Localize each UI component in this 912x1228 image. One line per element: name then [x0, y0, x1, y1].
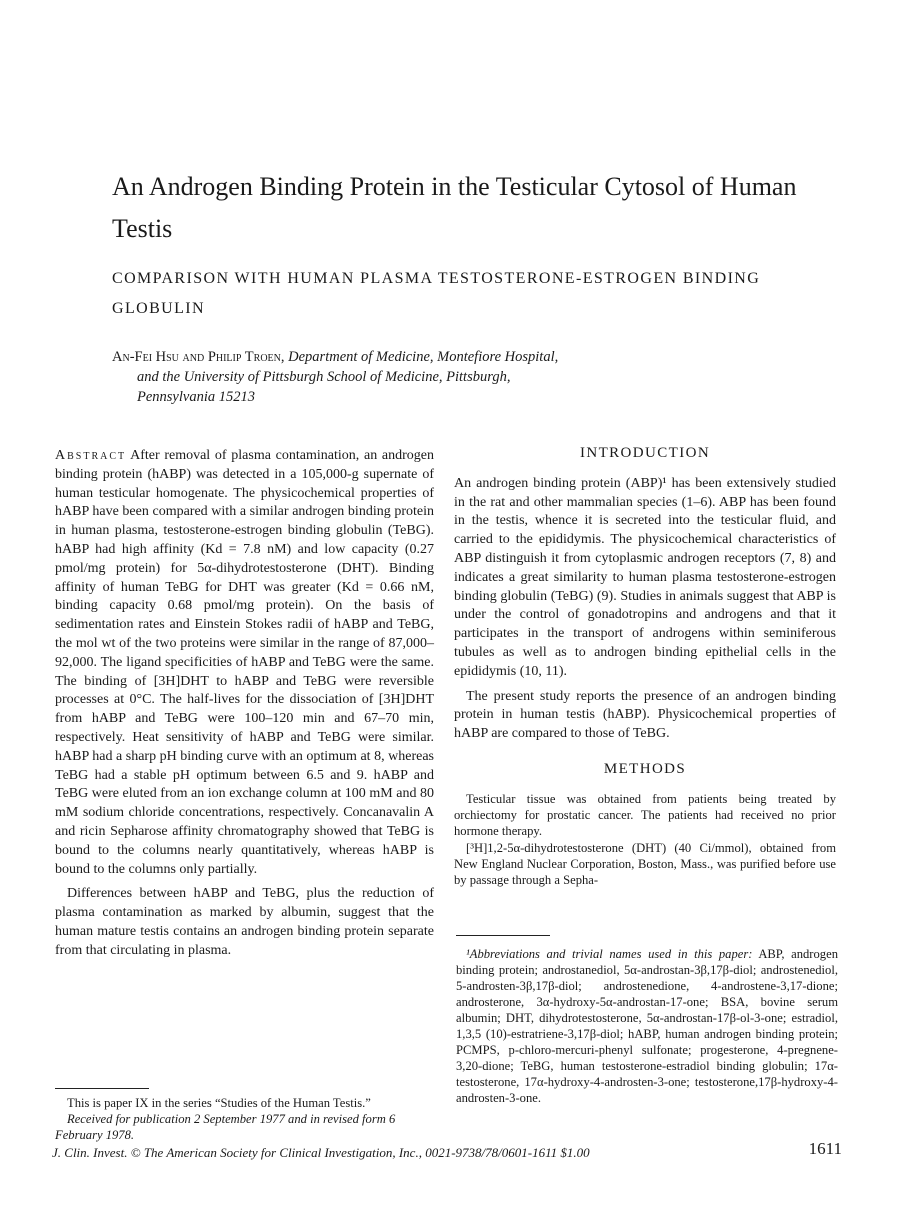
methods-body: [454, 791, 836, 889]
abstract-paragraph-1: [55, 447, 434, 879]
left-column: [55, 447, 434, 961]
affiliation-line-2: and the University of Pittsburgh School of Medicine, Pittsburgh,: [137, 369, 511, 385]
abstract-text-1: After removal of plasma contamination, an androgen binding protein (hABP) was detected in a 105,000-g supernate of human testicular homogenate. The physicochemical properties of hABP have been compared with a similar androgen binding protein in human plasma, testosterone-estrogen binding globulin (TeBG). hABP had high affinity (Kd = 7.8 nM) and low capacity (0.27 pmol/mg protein) for 5α-dihydrotestosterone (DHT). Binding affinity of human TeBG for DHT was greater (Kd = 0.66 nM, binding capacity 0.68 pmol/mg protein). On the basis of sedimentation rates and Einstein Stokes radii of hABP and TeBG, the mol wt of the two proteins were similar in the range of 87,000–92,000. The ligand specificities of hABP and TeBG were the same. The binding of [3H]DHT to hABP and TeBG were reversible processes at 0°C. The half-lives for the dissociation of [3H]DHT from hABP and TeBG were 100–120 min and 67–70 min, respectively. Heat sensitivity of hABP and TeBG were similar. hABP had a sharp pH binding curve with an optimum at 8, whereas TeBG had a stable pH optimum between 6.5 and 9. hABP and TeBG were eluted from an ion exchange column at 100 mM and 80 mM sodium chloride concentrations, respectively. Concanavalin A and ricin Sepharose affinity chromatography showed that TeBG is bound to the columns nearly quantitatively, whereas hABP is bound to the columns only partially.: [55, 448, 434, 877]
abstract-paragraph-2: Differences between hABP and TeBG, plus the reduction of plasma contamination as marked by albumin, suggest that the human mature testis contains an androgen binding protein separate from that circulating in plasma.: [55, 886, 434, 958]
abbreviations-text: ABP, androgen binding protein; androstanediol, 5α-androstan-3β,17β-diol; androstenediol, 5-androsten-3β,17β-diol; androstenedione, 4-androstene-3,17-dione; androsterone, 3α-hydroxy-5α-androstan-17-one; BSA, bovine serum albumin; DHT, dihydrotestosterone, 5α-androstan-17β-ol-3-one; estradiol, 1,3,5 (10)-estratriene-3,17β-diol; hABP, human androgen binding protein; PCMPS, p-chloro-mercuri-phenyl sulfonate; progesterone, 4-pregnene-3,20-dione; TeBG, human testosterone-estradiol binding globulin; 17α-testosterone, 17α-hydroxy-4-androsten-3-one; testosterone,17β-hydroxy-4-androsten-3-one.: [456, 947, 838, 1105]
abbreviations-footnote: [456, 946, 838, 1106]
affiliation-line-3: Pennsylvania 15213: [137, 389, 255, 405]
footnote-rule-left: [55, 1088, 149, 1089]
methods-paragraph-1: Testicular tissue was obtained from patients being treated by orchiectomy for prostatic cancer. The patients had received no prior hormone therapy.: [454, 791, 836, 839]
article-title: An Androgen Binding Protein in the Testicular Cytosol of Human Testis: [112, 172, 797, 243]
affiliation-line-1: Department of Medicine, Montefiore Hospital,: [288, 349, 559, 365]
introduction-paragraph-2: The present study reports the presence of an androgen binding protein in human testis (hABP). Physicochemical properties of hABP are compared to those of TeBG.: [454, 688, 836, 742]
page-number: 1611: [808, 1139, 842, 1158]
introduction-heading: INTRODUCTION: [579, 445, 711, 461]
abbreviations-label: ¹Abbreviations and trivial names used in this paper:: [466, 947, 753, 961]
author-block: [112, 347, 812, 407]
footnote-rule-right: [456, 935, 550, 936]
series-note: This is paper IX in the series “Studies of the Human Testis.”: [67, 1096, 371, 1110]
introduction-paragraph-1: An androgen binding protein (ABP)¹ has been extensively studied in the rat and other mammalian species (1–6). ABP has been found in the testis, whence it is secreted into the testicular fluid, and carried to the epididymis. The physicochemical characteristics of ABP distinguish it from cytoplasmic androgen receptors (7, 8) and indicates a great similarity to human plasma testosterone-estrogen binding globulin (TeBG) (9). Studies in animals suggest that ABP is under the control of gonadotropins and androgens and that it participates in the transport of androgens within seminiferous tubules as well as to androgen binding epithelial cells in the epididymis (10, 11).: [454, 475, 836, 679]
right-column: [454, 444, 836, 889]
journal-citation: J. Clin. Invest. © The American Society for Clinical Investigation, Inc., 0021-9738/78/0601-1611 $1.00: [52, 1145, 590, 1160]
methods-heading: METHODS: [603, 760, 687, 777]
article-subtitle: COMPARISON WITH HUMAN PLASMA TESTOSTERONE-ESTROGEN BINDING GLOBULIN: [112, 270, 761, 317]
left-footnotes: [55, 1095, 440, 1143]
methods-paragraph-2: [³H]1,2-5α-dihydrotestosterone (DHT) (40 Ci/mmol), obtained from New England Nuclear Corporation, Boston, Mass., was purified before use by passage through a Sepha-: [454, 840, 836, 888]
abstract-label: Abstract: [55, 448, 127, 463]
page-footer: [52, 1139, 842, 1161]
author-names: An-Fei Hsu and Philip Troen,: [112, 349, 285, 365]
received-note: Received for publication 2 September 1977 and in revised form 6 February 1978.: [55, 1112, 396, 1142]
